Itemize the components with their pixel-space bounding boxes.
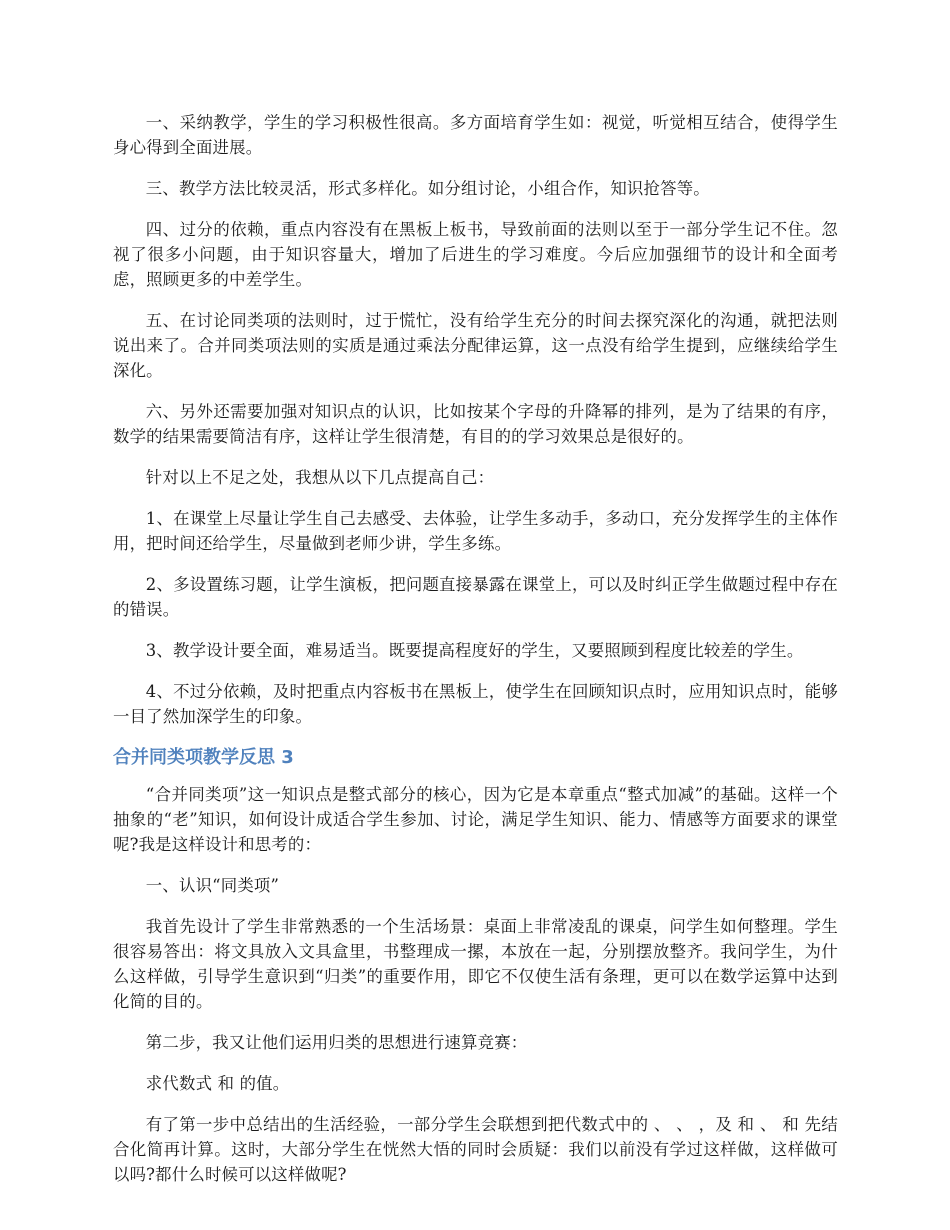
paragraph-improvement-3: 3、教学设计要全面，难易适当。既要提高程度好的学生，又要照顾到程度比较差的学生。 bbox=[145, 641, 804, 660]
paragraph-improvement-1: 1、在课堂上尽量让学生自己去感受、去体验，让学生多动手，多动口，充分发挥学生的主体作用，把时间还给学生，尽量做到老师少讲，学生多练。 bbox=[113, 509, 838, 553]
paragraph-point-6: 六、另外还需要加强对知识点的认识，比如按某个字母的升降幂的排列，是为了结果的有序，数学的结果需要简洁有序，这样让学生很清楚，有目的的学习效果总是很好的。 bbox=[113, 402, 838, 446]
paragraph-step-2: 第二步，我又让他们运用归类的思想进行速算竞赛： bbox=[145, 1033, 528, 1052]
paragraph-intro: “合并同类项”这一知识点是整式部分的核心，因为它是本章重点“整式加减”的基础。这样一个抽象的“老”知识，如何设计成适合学生参加、讨论，满足学生知识、能力、情感等方面要求的课堂呢?我是这样设计和思考的： bbox=[113, 785, 838, 854]
paragraph-step-1-title: 一、认识“同类项” bbox=[145, 876, 280, 895]
paragraph-point-3: 三、教学方法比较灵活，形式多样化。如分组讨论，小组合作，知识抢答等。 bbox=[145, 179, 710, 198]
paragraph-improvement-2: 2、多设置练习题，让学生演板，把问题直接暴露在课堂上，可以及时纠正学生做题过程中存在的错误。 bbox=[113, 575, 838, 619]
section-heading: 合并同类项教学反思 3 bbox=[113, 747, 294, 768]
paragraph-point-4: 四、过分的依赖，重点内容没有在黑板上板书，导致前面的法则以至于一部分学生记不住。忽视了很多小问题，由于知识容量大，增加了后进生的学习难度。今后应加强细节的设计和全面考虑，照顾更多的中差学生。 bbox=[113, 220, 838, 289]
paragraph-point-1: 一、采纳教学，学生的学习积极性很高。多方面培育学生如：视觉，听觉相互结合，使得学生身心得到全面进展。 bbox=[113, 113, 838, 157]
paragraph-improvement-intro: 针对以上不足之处，我想从以下几点提高自己： bbox=[145, 468, 495, 487]
paragraph-life-scene: 我首先设计了学生非常熟悉的一个生活场景：桌面上非常凌乱的课桌，问学生如何整理。学生很容易答出：将文具放入文具盒里，书整理成一摞，本放在一起，分别摆放整齐。我问学生，为什么这样做，引导学生意识到“归类”的重要作用，即它不仅使生活有条理，更可以在数学运算中达到化简的目的。 bbox=[113, 917, 838, 1011]
paragraph-point-5: 五、在讨论同类项的法则时，过于慌忙，没有给学生充分的时间去探究深化的沟通，就把法则说出来了。合并同类项法则的实质是通过乘法分配律运算，这一点没有给学生提到，应继续给学生深化。 bbox=[113, 311, 838, 380]
paragraph-improvement-4: 4、不过分依赖，及时把重点内容板书在黑板上，使学生在回顾知识点时，应用知识点时，能够一目了然加深学生的印象。 bbox=[113, 682, 838, 726]
document-page bbox=[113, 110, 838, 1203]
paragraph-student-reflection: 有了第一步中总结出的生活经验，一部分学生会联想到把代数式中的 、 、 ，及 和 、 和 先结合化简再计算。这时，大部分学生在恍然大悟的同时会质疑：我们以前没有学过这样做，这样做可以吗?都什么时候可以这样做呢? bbox=[113, 1115, 838, 1184]
paragraph-evaluate-expression: 求代数式 和 的值。 bbox=[145, 1074, 290, 1093]
